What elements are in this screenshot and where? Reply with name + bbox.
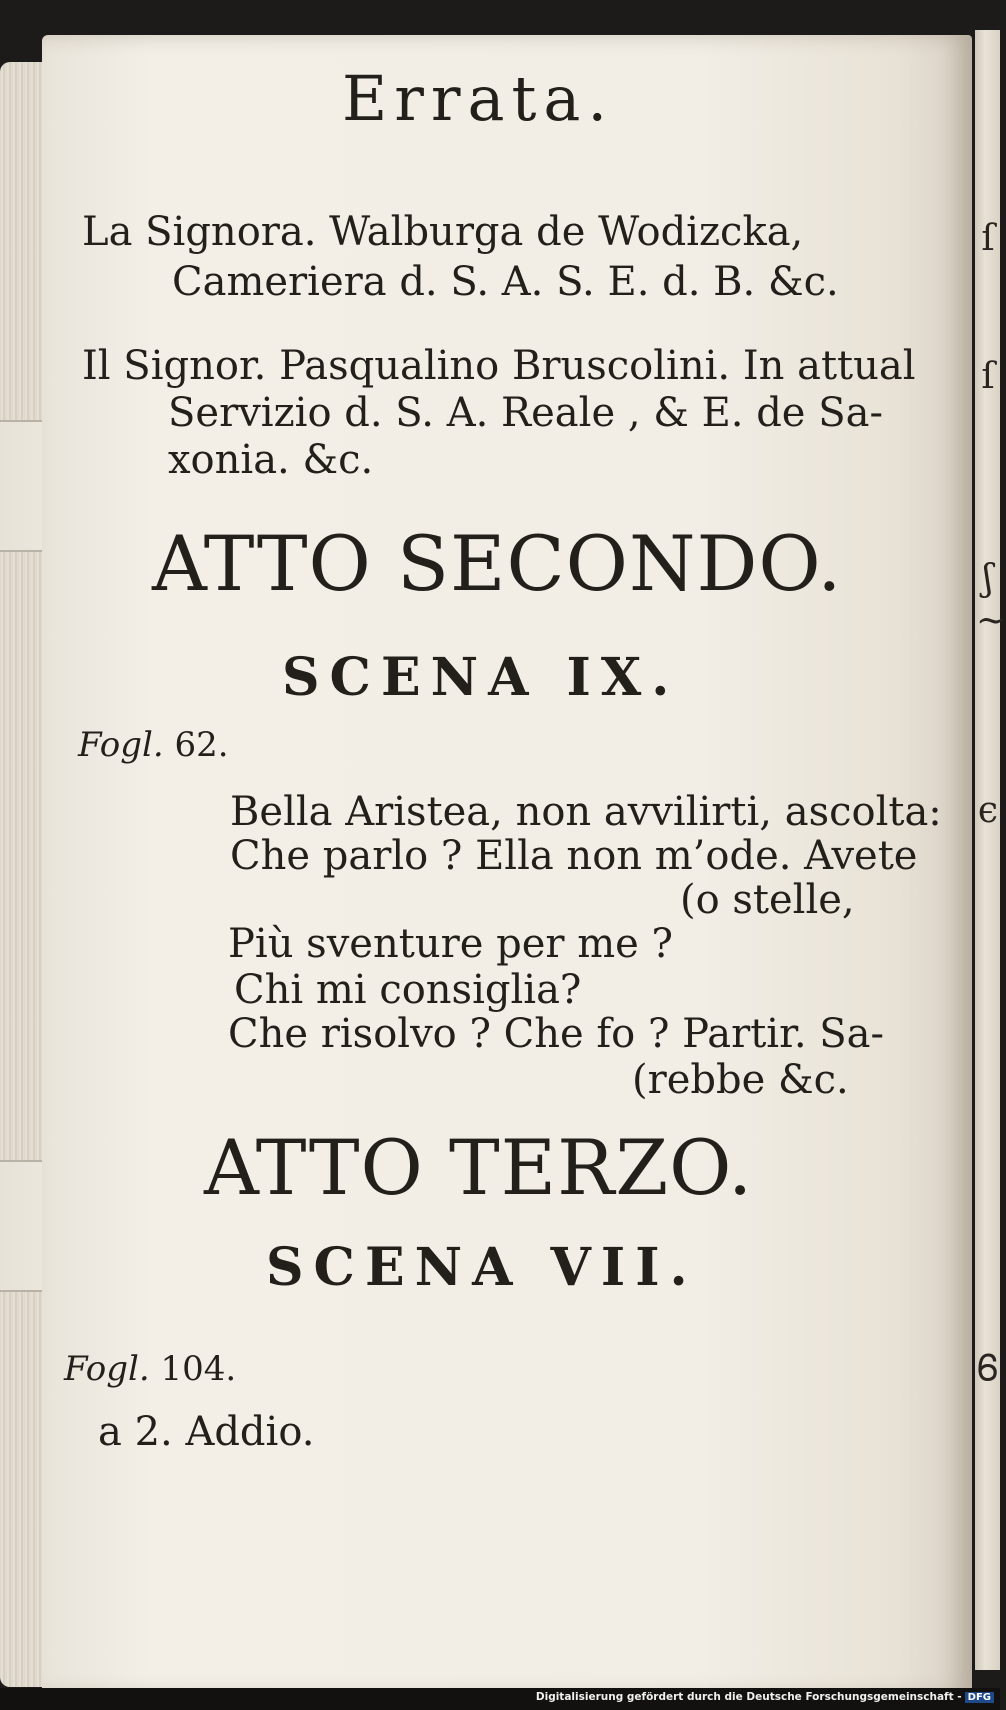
page-ref-label: Fogl. [64,1349,150,1389]
errata-entry-2-line-2: Servizio d. S. A. Reale , & E. de Sa- [168,390,883,436]
verse-line: Che risolvo ? Che fo ? Partir. Sa- [228,1011,885,1057]
facing-page-glyph: ʃ [983,558,993,599]
duet-line: a 2. Addio. [98,1409,315,1455]
errata-entry-1-line-2: Cameriera d. S. A. S. E. d. B. &c. [172,259,839,305]
errata-entry-2-line-1: Il Signor. Pasqualino Bruscolini. In attual [82,343,916,389]
act-three-scene: SCENA VII. [266,1237,698,1298]
facing-page-glyph: ſ [981,356,995,397]
facing-page-glyph: ~ [976,600,1006,641]
page-title: Errata. [342,62,615,135]
verse-line-continuation: (o stelle, [680,877,855,923]
page-ref-number: 104. [160,1349,237,1389]
verse-line: Chi mi consiglia? [234,967,582,1013]
act-two-page-ref [78,725,229,765]
verse-line: Che parlo ? Ella non m’ode. Avete [230,833,918,879]
errata-entry-2-line-3: xonia. &c. [168,437,374,483]
act-three-heading: ATTO TERZO. [204,1123,754,1212]
funding-notice [536,1691,994,1703]
act-three-page-ref [64,1349,237,1389]
funding-notice-text: Digitalisierung gefördert durch die Deutsche Forschungsgemeinschaft - [535,1691,962,1703]
verse-line-continuation: (rebbe &c. [632,1057,849,1103]
page-ref-label: Fogl. [78,725,164,765]
page-ref-number: 62. [174,725,229,765]
dfg-logo: DFG [965,1692,994,1703]
act-two-scene: SCENA IX. [282,647,680,708]
facing-page-edge [975,30,1006,1670]
act-two-heading: ATTO SECONDO. [152,519,843,608]
verse-line: Più sventure per me ? [228,921,673,967]
facing-page-glyph: Ꮾ [977,1348,999,1389]
errata-entry-1-line-1: La Signora. Walburga de Wodizcka, [82,209,804,255]
facing-page-glyph: ϵ [977,790,999,831]
facing-page-glyph: ſ [981,218,995,259]
verse-line: Bella Aristea, non avvilirti, ascolta: [230,789,942,835]
